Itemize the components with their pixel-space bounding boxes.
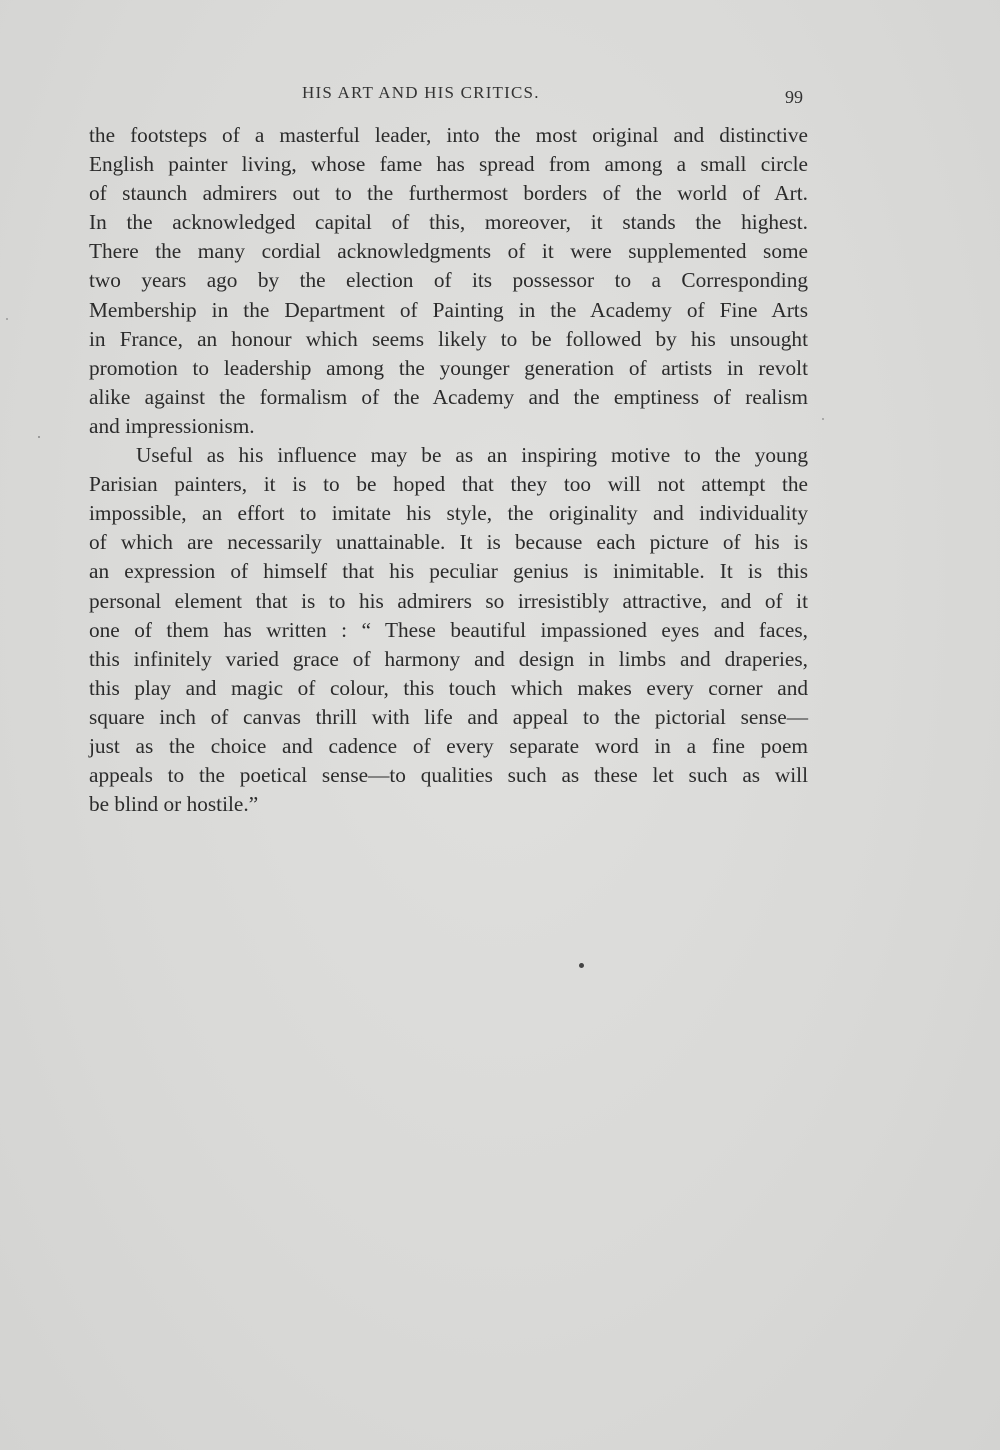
running-head: HIS ART AND HIS CRITICS.	[302, 83, 540, 102]
text-line: Membership in the Department of Painting in the Academy of Fine Arts	[89, 297, 808, 322]
text-line: Parisian painters, it is to be hoped that they too will not attempt the	[89, 472, 808, 497]
text-line: Useful as his influence may be as an inspiring motive to the young	[136, 443, 808, 468]
text-line: personal element that is to his admirers so irresistibly attractive, and of it	[89, 588, 808, 613]
text-line: one of them has written : “ These beautiful impassioned eyes and faces,	[89, 617, 808, 642]
page-number: 99	[785, 87, 803, 107]
paragraph-2	[89, 441, 808, 819]
text-line: In the acknowledged capital of this, moreover, it stands the highest.	[89, 210, 808, 235]
text-line: in France, an honour which seems likely to be followed by his unsought	[89, 326, 808, 351]
text-line: an expression of himself that his peculiar genius is inimitable. It is this	[89, 559, 808, 584]
ink-speck	[579, 963, 584, 968]
ink-speck	[822, 418, 824, 420]
text-line: just as the choice and cadence of every separate word in a fine poem	[89, 733, 808, 758]
text-line: alike against the formalism of the Academy and the emptiness of realism	[89, 384, 808, 409]
text-line: this play and magic of colour, this touch which makes every corner and	[89, 675, 808, 700]
body-text	[89, 121, 808, 819]
text-line: of which are necessarily unattainable. It is because each picture of his is	[89, 530, 808, 555]
text-line: two years ago by the election of its possessor to a Corresponding	[89, 268, 808, 293]
ink-speck	[6, 318, 8, 320]
text-line: English painter living, whose fame has spread from among a small circle	[89, 152, 808, 177]
text-line: promotion to leadership among the younger generation of artists in revolt	[89, 355, 808, 380]
text-line: impossible, an effort to imitate his style, the originality and individuality	[89, 501, 808, 526]
text-line: square inch of canvas thrill with life and appeal to the pictorial sense—	[89, 704, 808, 729]
paragraph-1	[89, 121, 808, 441]
text-line: this infinitely varied grace of harmony and design in limbs and draperies,	[89, 646, 808, 671]
ink-speck	[38, 436, 40, 438]
text-line: be blind or hostile.”	[89, 792, 259, 817]
text-line: appeals to the poetical sense—to qualities such as these let such as will	[89, 763, 808, 788]
text-line: There the many cordial acknowledgments of it were supplemented some	[89, 239, 808, 264]
text-line: and impressionism.	[89, 413, 255, 438]
text-line: of staunch admirers out to the furthermost borders of the world of Art.	[89, 181, 808, 206]
text-line: the footsteps of a masterful leader, into the most original and distinctive	[89, 123, 808, 147]
